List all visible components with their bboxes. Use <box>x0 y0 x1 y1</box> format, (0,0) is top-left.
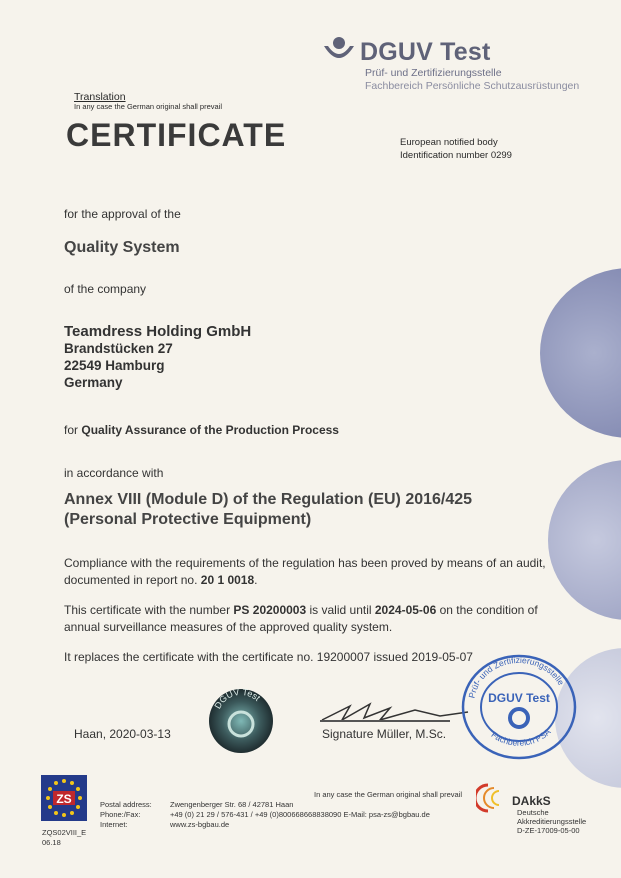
translation-note: In any case the German original shall prevail <box>74 102 222 111</box>
validity-line-2: annual surveillance measures of the approved quality system. <box>64 620 393 634</box>
form-code: ZQS02VIII_E <box>42 828 87 837</box>
website-link[interactable]: www.zs-bgbau.de <box>170 820 230 829</box>
approval-intro: for the approval of the <box>64 207 181 221</box>
decorative-circle-middle <box>548 460 621 620</box>
phone-fax <box>170 810 430 819</box>
company-name: Teamdress Holding GmbH <box>64 323 252 340</box>
validity-prefix: This certificate with the number <box>64 603 231 617</box>
signature-label: Signature Müller, M.Sc. <box>322 727 447 741</box>
dguv-test-stamp-icon <box>460 654 578 760</box>
scope-line <box>64 423 339 437</box>
signature-line <box>320 720 450 722</box>
certificate-number: PS 20200003 <box>233 603 307 617</box>
form-date: 06.18 <box>42 838 61 847</box>
annex-line-1: Annex VIII (Module D) of the Regulation (EU) 2016/425 <box>64 491 473 508</box>
company-country: Germany <box>64 375 123 390</box>
stamp-center-text: DGUV Test <box>488 691 550 705</box>
stamp-top-text: Prüf- und Zertifizierungsstelle <box>466 654 567 700</box>
valid-until-date: 2024-05-06 <box>374 603 437 617</box>
notified-body-label: European notified body <box>400 137 498 148</box>
dakks-title: DAkkS <box>512 794 551 808</box>
svg-text:Fachbereich PSA <box>490 726 553 748</box>
brand-department: Fachbereich Persönliche Schutzausrüstungen <box>365 80 580 92</box>
internet-label: Internet: <box>100 820 128 829</box>
company-address <box>64 323 251 391</box>
validity-mid: is valid until <box>309 603 372 617</box>
validity-line-1 <box>64 603 538 617</box>
scope-prefix: for <box>64 423 79 437</box>
phone-label: Phone:/Fax: <box>100 810 141 819</box>
decorative-circle-top <box>540 268 621 438</box>
company-intro: of the company <box>64 282 147 296</box>
report-prefix: documented in report no. <box>64 573 198 587</box>
replaces-line: It replaces the certificate with the certificate no. 19200007 issued 2019-05-07 <box>64 650 473 664</box>
notified-body-number: Identification number 0299 <box>400 150 512 161</box>
scope-text: Quality Assurance of the Production Process <box>81 423 339 437</box>
zs-eu-logo-icon <box>41 775 87 821</box>
translation-label: Translation <box>74 91 126 103</box>
certificate-title: CERTIFICATE <box>66 117 287 153</box>
stamp-bottom-text: Fachbereich PSA <box>489 726 553 748</box>
hologram-seal-icon <box>208 688 274 754</box>
phone-numbers: +49 (0) 21 29 / 576-431 / +49 (0)800668668838090 <box>170 810 342 819</box>
compliance-line-2: documented in report no. 20 1 0018. <box>64 573 258 587</box>
dakks-line-1: Deutsche <box>517 808 549 817</box>
footer-german-note: In any case the German original shall prevail <box>314 790 462 799</box>
dakks-line-3: D-ZE-17009-05-00 <box>517 826 580 835</box>
place-date: Haan, 2020-03-13 <box>74 727 171 741</box>
brand-title: DGUV Test <box>360 38 491 66</box>
annex-line-2: (Personal Protective Equipment) <box>64 511 312 528</box>
quality-system-heading: Quality System <box>64 239 180 256</box>
postal-label: Postal address: <box>100 800 152 809</box>
email-address: E-Mail: psa-zs@bgbau.de <box>343 810 430 819</box>
dakks-logo-icon <box>476 783 512 813</box>
report-number: 20 1 0018 <box>200 573 255 587</box>
dguv-logo-icon <box>322 36 356 66</box>
hologram-seal-text: DGUV Test <box>212 688 263 711</box>
dakks-line-2: Akkreditierungsstelle <box>517 817 587 826</box>
compliance-line-1: Compliance with the requirements of the regulation has been proved by means of an audit, <box>64 556 546 570</box>
postal-address: Zwengenberger Str. 68 / 42781 Haan <box>170 800 294 809</box>
company-city: 22549 Hamburg <box>64 358 165 373</box>
brand-subtitle: Prüf- und Zertifizierungsstelle <box>365 67 502 79</box>
validity-suffix: on the condition of <box>439 603 538 617</box>
accordance-label: in accordance with <box>64 466 164 480</box>
zs-logo-text: ZS <box>56 792 72 806</box>
company-street: Brandstücken 27 <box>64 341 173 356</box>
